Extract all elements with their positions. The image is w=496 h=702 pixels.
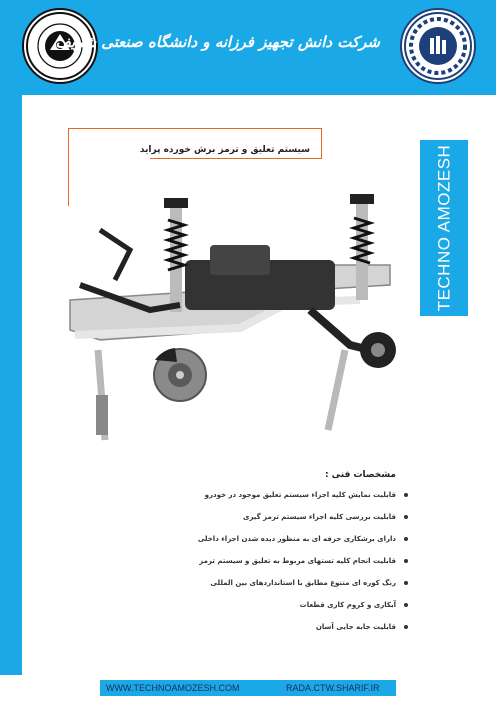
bullet-icon xyxy=(404,515,408,519)
product-title: سیستم تعلیق و ترمز برش خورده پراید xyxy=(139,145,310,155)
website-url[interactable]: WWW.TECHNOAMOZESH.COM xyxy=(106,683,240,693)
list-item xyxy=(150,488,410,510)
list-item xyxy=(150,576,410,598)
sharif-url[interactable]: RADA.CTW.SHARIF.IR xyxy=(286,683,380,693)
left-gap xyxy=(22,95,32,675)
bullet-icon xyxy=(404,559,408,563)
brand-vertical-text-wrap xyxy=(420,140,468,316)
brand-vertical-text: TECHNO AMOZESH xyxy=(434,144,453,312)
spec-heading: مشخصات فنی : xyxy=(324,470,396,480)
bullet-icon xyxy=(404,625,408,629)
company-title: شرکت دانش تجهیز فرزانه و دانشگاه صنعتی شریف xyxy=(55,33,380,51)
bullet-icon xyxy=(404,537,408,541)
spec-item-text: قابلیت بررسی کلیه اجزاء سیستم ترمز گیری xyxy=(243,513,396,521)
spec-item-text: قابلیت جابه جایی آسان xyxy=(315,623,396,631)
list-item xyxy=(150,620,410,642)
sharif-university-emblem-icon xyxy=(400,8,476,84)
bullet-icon xyxy=(404,603,408,607)
list-item xyxy=(150,510,410,532)
list-item xyxy=(150,532,410,554)
left-stripe xyxy=(0,95,22,675)
sectioned-suspension-brake-model-photo xyxy=(60,190,410,445)
spec-item-text: دارای برشکاری حرفه ای به منظور دیده شدن اجزاء داخلی xyxy=(197,535,396,543)
spec-list xyxy=(150,488,410,642)
list-item xyxy=(150,598,410,620)
list-item xyxy=(150,554,410,576)
spec-item-text: قابلیت انجام کلیه تستهای مربوط به تعلیق و سیستم ترمز xyxy=(199,557,396,565)
spec-item-text: رنگ کوره ای متنوع مطابق با استانداردهای بین المللی xyxy=(210,579,396,587)
bullet-icon xyxy=(404,493,408,497)
spec-item-text: آبکاری و کروم کاری قطعات xyxy=(299,601,396,609)
spec-item-text: قابلیت نمایش کلیه اجزاء سیستم تعلیق موجود در خودرو xyxy=(204,491,396,499)
bullet-icon xyxy=(404,581,408,585)
